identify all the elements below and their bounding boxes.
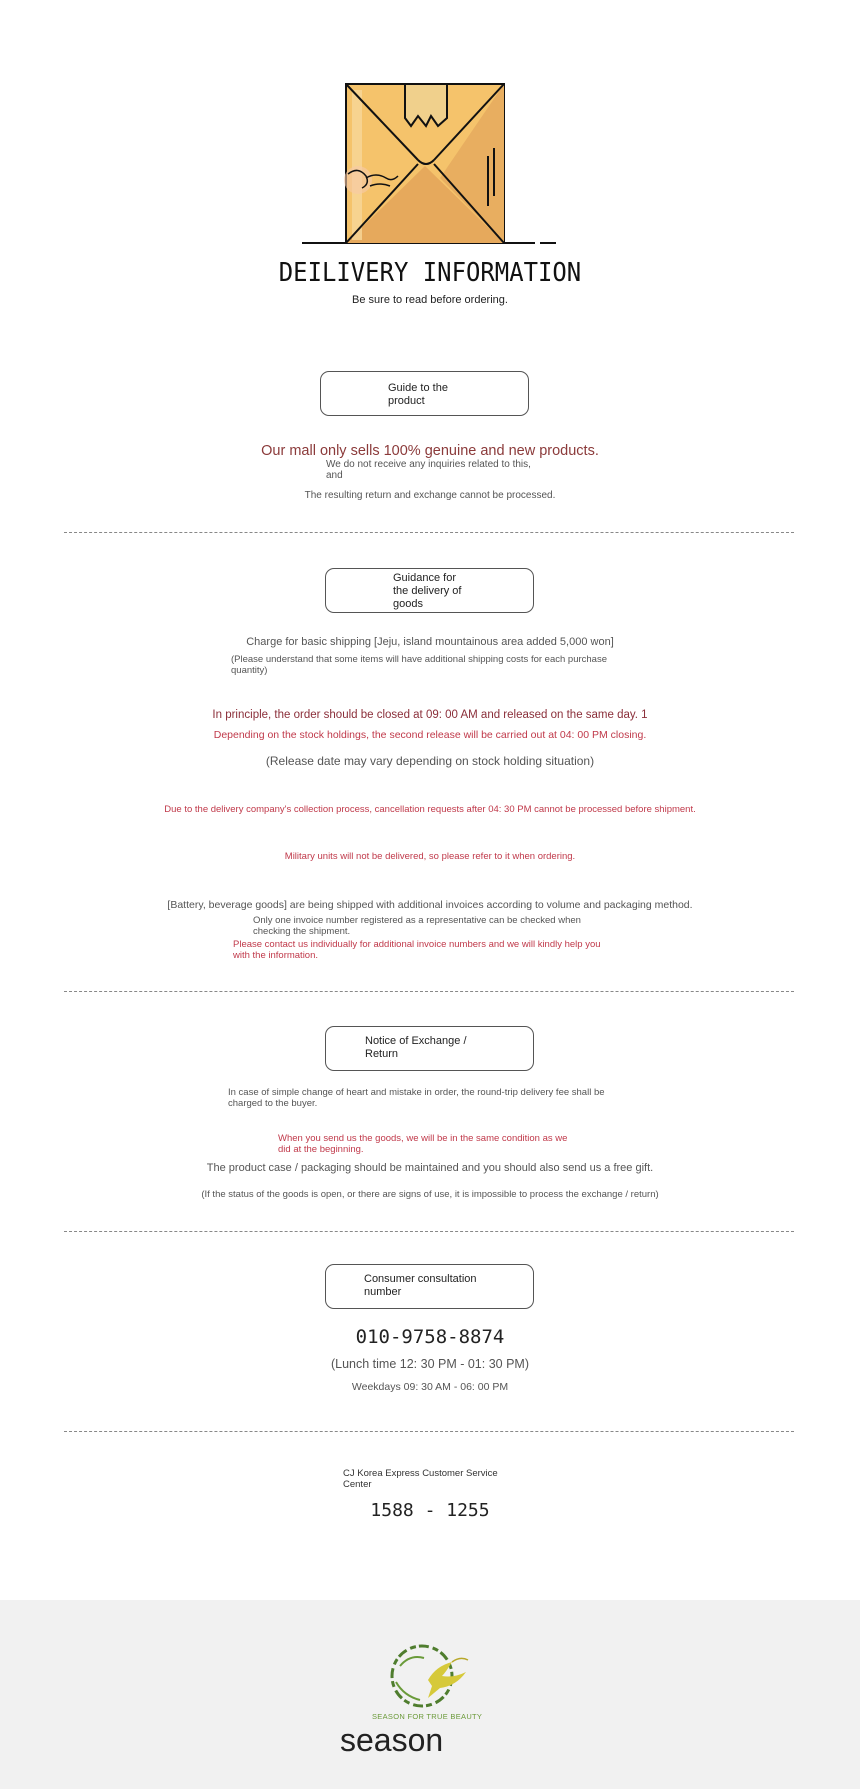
courier-label-line1: CJ Korea Express Customer Service xyxy=(343,1468,498,1479)
footer xyxy=(0,1600,860,1789)
delivery-guide-label-1: Guidance for xyxy=(393,572,456,584)
courier-phone[interactable]: 1588 - 1255 xyxy=(370,1500,490,1521)
contact-note-line1: Please contact us individually for additional invoice numbers and we will kindly help you xyxy=(233,939,601,950)
brand-tagline: SEASON FOR TRUE BEAUTY xyxy=(372,1712,483,1721)
opened-goods-note: (If the status of the goods is open, or there are signs of use, it is impossible to process the exchange / return) xyxy=(201,1189,659,1200)
lunch-time: (Lunch time 12: 30 PM - 01: 30 PM) xyxy=(330,1357,529,1371)
exchange-return-label-1: Notice of Exchange / xyxy=(365,1035,467,1047)
exchange-return-label-2: Return xyxy=(365,1048,399,1060)
inquiry-note-line1: We do not receive any inquiries related to this, xyxy=(326,459,531,470)
consultation-phone[interactable]: 010-9758-8874 xyxy=(355,1326,505,1348)
delivery-box-illustration xyxy=(300,78,560,248)
delivery-guide-button[interactable] xyxy=(325,568,534,613)
delivery-guide-label-3: goods xyxy=(393,598,423,610)
same-condition-note-line2: did at the beginning. xyxy=(278,1144,364,1155)
cancellation-note: Due to the delivery company's collection process, cancellation requests after 04: 30 PM cannot be processed before shipment. xyxy=(164,804,696,815)
invoice-note-line2: checking the shipment. xyxy=(253,926,351,937)
battery-beverage-note: [Battery, beverage goods] are being shipped with additional invoices according to volume and packaging method. xyxy=(167,899,693,911)
section-divider xyxy=(64,991,794,992)
section-divider xyxy=(64,1431,794,1432)
same-condition-note-line1: When you send us the goods, we will be in the same condition as we xyxy=(278,1133,568,1144)
genuine-products-heading: Our mall only sells 100% genuine and new products. xyxy=(261,443,599,459)
round-trip-fee-note-line1: In case of simple change of heart and mistake in order, the round-trip delivery fee shall be xyxy=(228,1087,605,1098)
brand-wordmark: season xyxy=(340,1722,444,1758)
exchange-return-button[interactable] xyxy=(325,1026,534,1071)
consultation-button[interactable] xyxy=(325,1264,534,1309)
section-divider xyxy=(64,532,794,533)
product-guide-label-2: product xyxy=(388,395,425,407)
contact-note-line2: with the information. xyxy=(233,950,319,961)
second-release-note: Depending on the stock holdings, the second release will be carried out at 04: 00 PM closing. xyxy=(213,729,647,741)
product-guide-button[interactable] xyxy=(320,371,529,416)
section-divider xyxy=(64,1231,794,1232)
courier-label-line2: Center xyxy=(343,1479,372,1490)
hummingbird-logo-icon xyxy=(370,1636,490,1716)
release-date-note: (Release date may vary depending on stock holding situation) xyxy=(265,754,595,768)
additional-cost-note-line1: (Please understand that some items will have additional shipping costs for each purchase xyxy=(231,654,607,665)
military-note: Military units will not be delivered, so please refer to it when ordering. xyxy=(284,851,576,862)
round-trip-fee-note-line2: charged to the buyer. xyxy=(228,1098,318,1109)
page-subtitle: Be sure to read before ordering. xyxy=(352,294,508,306)
consultation-label-1: Consumer consultation xyxy=(364,1273,477,1285)
return-not-processed-note: The resulting return and exchange cannot be processed. xyxy=(304,490,556,501)
inquiry-note-line2: and xyxy=(326,470,343,481)
packaging-note: The product case / packaging should be maintained and you should also send us a free gift. xyxy=(206,1162,654,1174)
weekday-hours: Weekdays 09: 30 AM - 06: 00 PM xyxy=(351,1381,509,1393)
release-principle: In principle, the order should be closed at 09: 00 AM and released on the same day. 1 xyxy=(212,709,648,721)
page-title: DEILIVERY INFORMATION xyxy=(278,258,582,288)
invoice-note-line1: Only one invoice number registered as a representative can be checked when xyxy=(253,915,581,926)
product-guide-label-1: Guide to the xyxy=(388,382,448,394)
consultation-label-2: number xyxy=(364,1286,402,1298)
additional-cost-note-line2: quantity) xyxy=(231,665,268,676)
basic-shipping-charge: Charge for basic shipping [Jeju, island mountainous area added 5,000 won] xyxy=(246,636,614,648)
delivery-guide-label-2: the delivery of xyxy=(393,585,462,597)
